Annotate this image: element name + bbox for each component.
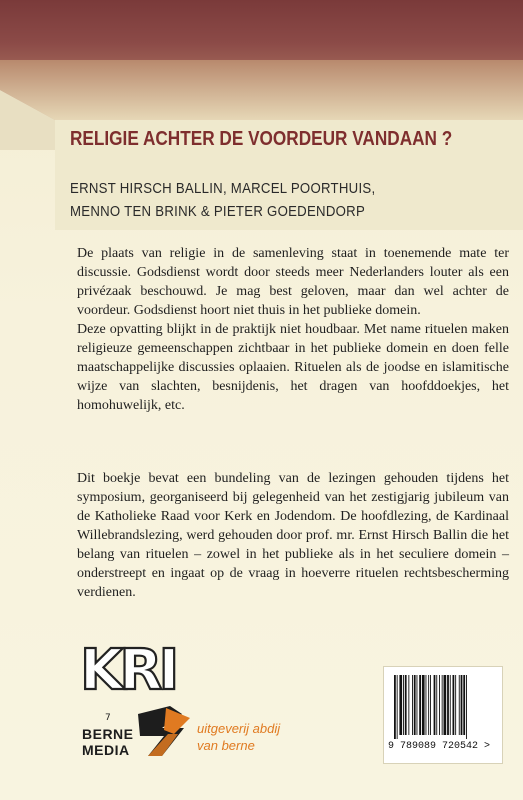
blurb-paragraph-3: Dit boekje bevat een bundeling van de lezingen gehouden tijdens het symposium, georganiseerd bij gelegenheid van het zestigjarig jubileum van de Katholieke Raad voor Kerk en Jodendom. De hoofdlezing, de Kardinaal Willebrandslezing, werd gehouden door prof. mr. Ernst Hirsch Ballin die het belang van rituelen – zowel in het publieke als in het seculiere domein – onderstreept en ingaat op de vraag in hoeverre rituelen rechtsbescherming verdienen.	[77, 471, 509, 600]
publisher-name-line-1: uitgeverij abdij	[197, 721, 281, 736]
barcode-bar	[434, 675, 436, 735]
authors-line-1: ERNST HIRSCH BALLIN, MARCEL POORTHUIS,	[70, 180, 376, 197]
barcode-bar	[461, 675, 463, 735]
barcode-bar	[430, 675, 431, 735]
barcode-bar	[444, 675, 447, 735]
kri-logo-text: KRI	[80, 638, 176, 703]
barcode-bar	[428, 675, 429, 735]
barcode-bar	[403, 675, 404, 735]
barcode-bar	[405, 675, 407, 735]
barcode-bar	[455, 675, 456, 735]
barcode-bar	[442, 675, 443, 735]
barcode-bar	[397, 675, 398, 739]
barcode-bar	[412, 675, 413, 735]
media-text: MEDIA	[82, 742, 130, 758]
blurb-block-2	[77, 469, 509, 602]
blurb-paragraph-1: De plaats van religie in de samenleving staat in toenemende mate ter discussie. Godsdienst wordt door steeds meer Nederlanders louter als een privézaak beschouwd. Je mag best geloven, maar dan wel achter de voordeur. Godsdienst hoort niet thuis in het publieke domein.	[77, 246, 509, 318]
kri-logo	[80, 638, 176, 703]
barcode-bar	[422, 675, 425, 735]
book-title: RELIGIE ACHTER DE VOORDEUR VANDAAN ?	[70, 128, 453, 150]
authors-line-2: MENNO TEN BRINK & PIETER GOEDENDORP	[70, 203, 366, 220]
barcode-bar	[436, 675, 437, 735]
barcode-bar	[450, 675, 451, 735]
barcode-bar	[399, 675, 402, 735]
barcode-bar	[419, 675, 421, 735]
barcode-bar	[408, 675, 409, 735]
barcode-bar	[453, 675, 455, 735]
barcode-icon	[392, 675, 494, 739]
blurb-paragraph-2: Deze opvatting blijkt in de praktijk niet houdbaar. Met name rituelen maken religieuze gemeenschappen zichtbaar in het publieke domein en doen felle maatschappelijke discussies oplaaien. Rituelen als de joodse en islamitische wijze van slachten, besnijdenis, het dragen van hoofddoekjes, het homohuwelijk, etc.	[77, 322, 509, 413]
isbn-number: 9 789089 720542 >	[388, 741, 491, 752]
barcode-bar	[414, 675, 416, 735]
barcode-bar	[426, 675, 427, 735]
barcode-bar	[439, 675, 440, 735]
berne-text: BERNE	[82, 726, 134, 742]
svg-text:7: 7	[105, 713, 111, 723]
barcode-bar	[447, 675, 449, 735]
barcode-bar	[463, 675, 465, 735]
barcode-bar	[459, 675, 460, 735]
barcode-bar	[417, 675, 418, 735]
barcode-bar	[466, 675, 467, 739]
barcode-bar	[394, 675, 396, 739]
publisher-name-line-2: van berne	[197, 738, 255, 753]
blurb-block-1	[77, 244, 509, 415]
